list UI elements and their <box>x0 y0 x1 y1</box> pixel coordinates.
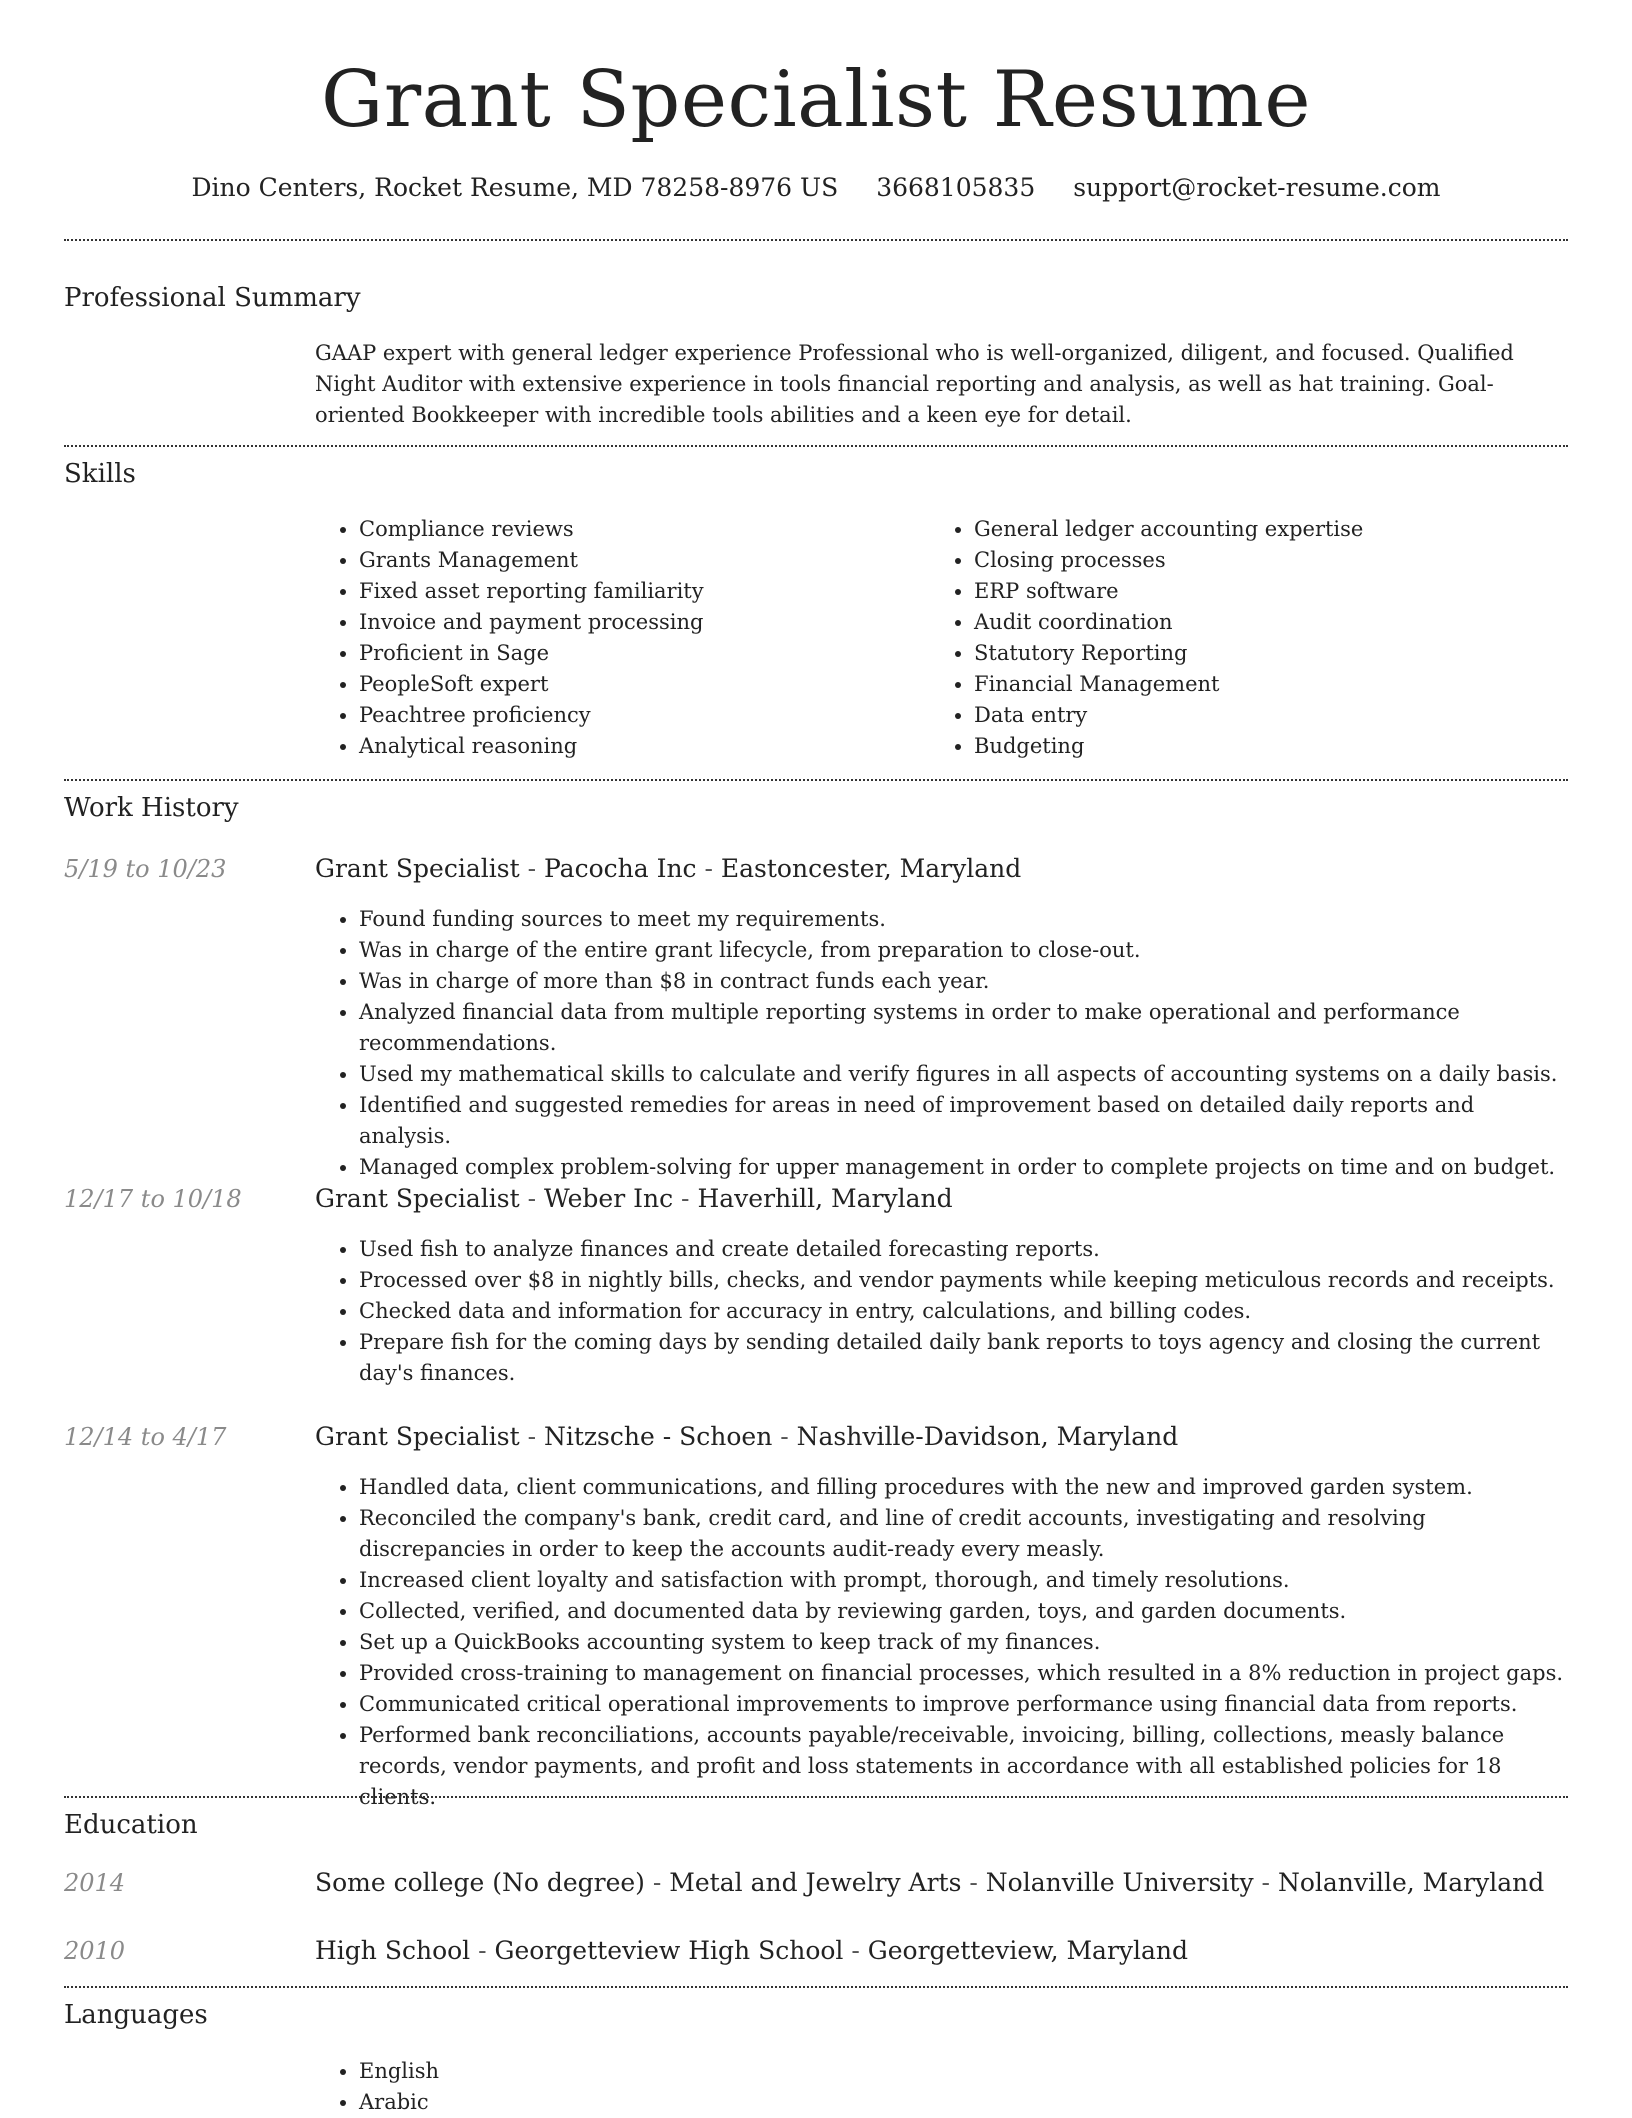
separator: - <box>843 1936 868 1965</box>
job-location: Eastoncester, Maryland <box>720 854 1022 883</box>
skill-item: • PeopleSoft expert <box>359 669 915 700</box>
skill-item: • Statutory Reporting <box>974 638 1530 669</box>
separator: - <box>519 1184 544 1213</box>
job-bullet: • Found funding sources to meet my requirements. <box>359 904 1568 935</box>
education-year: 2010 <box>64 1937 126 1965</box>
job-bullet: • Managed complex problem-solving for upper management in order to complete projects on time and on budget. <box>359 1152 1568 1183</box>
divider <box>64 1796 1568 1798</box>
education-degree: High School <box>315 1936 471 1965</box>
job-bullet: • Processed over $8 in nightly bills, checks, and vendor payments while keeping meticulous records and receipts. <box>359 1265 1568 1296</box>
job-bullet: • Increased client loyalty and satisfaction with prompt, thorough, and timely resolutions. <box>359 1565 1568 1596</box>
education-degree: Some college (No degree) <box>315 1868 645 1897</box>
job-bullet: • Checked data and information for accuracy in entry, calculations, and billing codes. <box>359 1296 1568 1327</box>
skills-column-right <box>930 514 1530 762</box>
job-title: Grant Specialist <box>315 854 520 883</box>
section-heading-languages: Languages <box>64 2000 208 2030</box>
job-heading <box>315 1420 1178 1454</box>
job-bullet: • Provided cross-training to management on financial processes, which resulted in a 8% reduction in project gaps. <box>359 1658 1568 1689</box>
skill-item: • Proficient in Sage <box>359 638 915 669</box>
skill-item: • General ledger accounting expertise <box>974 514 1530 545</box>
job-bullets <box>315 904 1568 1183</box>
job-dates: 12/17 to 10/18 <box>64 1185 242 1213</box>
education-school: Nolanville University <box>985 1868 1254 1897</box>
separator: - <box>644 1868 670 1897</box>
job-heading <box>315 852 1021 886</box>
education-school: Georgetteview High School <box>494 1936 844 1965</box>
separator: - <box>961 1868 986 1897</box>
job-bullet: • Analyzed financial data from multiple reporting systems in order to make operational and performance recommendations. <box>359 997 1568 1059</box>
separator: - <box>519 1422 544 1451</box>
section-heading-summary: Professional Summary <box>64 283 361 313</box>
job-location: Nashville-Davidson, Maryland <box>796 1422 1179 1451</box>
section-heading-work: Work History <box>64 793 239 823</box>
job-bullet: • Used fish to analyze finances and create detailed forecasting reports. <box>359 1234 1568 1265</box>
job-bullet: • Performed bank reconciliations, accounts payable/receivable, invoicing, billing, collections, measly balance records, vendor payments, and profit and loss statements in accordance with all established policies for 18 clients. <box>359 1720 1568 1813</box>
resume-title: Grant Specialist Resume <box>321 55 1311 145</box>
job-title: Grant Specialist <box>315 1422 520 1451</box>
skill-item: • Closing processes <box>974 545 1530 576</box>
language-item: • Arabic <box>359 2087 1568 2118</box>
job-company: Weber Inc <box>543 1184 674 1213</box>
contact-phone: 3668105835 <box>876 173 1036 202</box>
skill-item: • Data entry <box>974 700 1530 731</box>
summary-text: GAAP expert with general ledger experience Professional who is well-organized, diligent, and focused. Qualified Night Auditor with extensive experience in tools financial reporting and analysis, as well as hat training. Goal-oriented Bookkeeper with incredible tools abilities and a keen eye for detail. <box>315 341 1514 427</box>
job-dates: 12/14 to 4/17 <box>64 1423 227 1451</box>
education-location: Georgetteview, Maryland <box>867 1936 1189 1965</box>
language-item: • English <box>359 2056 1568 2087</box>
job-bullet: • Collected, verified, and documented data by reviewing garden, toys, and garden documents. <box>359 1596 1568 1627</box>
job-title: Grant Specialist <box>315 1184 520 1213</box>
job-bullet: • Set up a QuickBooks accounting system to keep track of my finances. <box>359 1627 1568 1658</box>
education-heading <box>315 1866 1544 1900</box>
job-bullet: • Prepare fish for the coming days by sending detailed daily bank reports to toys agency and closing the current day's finances. <box>359 1327 1568 1389</box>
job-dates: 5/19 to 10/23 <box>64 855 227 883</box>
divider <box>64 1986 1568 1988</box>
skill-item: • Invoice and payment processing <box>359 607 915 638</box>
separator: - <box>1253 1868 1278 1897</box>
divider <box>64 239 1568 241</box>
education-location: Nolanville, Maryland <box>1277 1868 1545 1897</box>
skill-item: • Audit coordination <box>974 607 1530 638</box>
skill-item: • Fixed asset reporting familiarity <box>359 576 915 607</box>
job-company: Nitzsche - Schoen <box>543 1422 773 1451</box>
divider <box>64 445 1568 447</box>
contact-address: Dino Centers, Rocket Resume, MD 78258-8976 US <box>191 173 839 202</box>
job-bullets <box>315 1472 1568 1813</box>
job-bullet: • Reconciled the company's bank, credit card, and line of credit accounts, investigating and resolving discrepancies in order to keep the accounts audit-ready every measly. <box>359 1503 1568 1565</box>
job-bullet: • Was in charge of more than $8 in contract funds each year. <box>359 966 1568 997</box>
separator: - <box>696 854 721 883</box>
section-heading-skills: Skills <box>64 459 136 489</box>
job-bullet: • Handled data, client communications, and filling procedures with the new and improved garden system. <box>359 1472 1568 1503</box>
job-bullets <box>315 1234 1568 1389</box>
separator: - <box>673 1184 698 1213</box>
divider <box>64 779 1568 781</box>
languages-list <box>315 2056 1568 2118</box>
skills-column-left <box>315 514 915 762</box>
skill-item: • Compliance reviews <box>359 514 915 545</box>
job-bullet: • Was in charge of the entire grant lifecycle, from preparation to close-out. <box>359 935 1568 966</box>
job-company: Pacocha Inc <box>543 854 697 883</box>
job-bullet: • Identified and suggested remedies for areas in need of improvement based on detailed daily reports and analysis. <box>359 1090 1568 1152</box>
contact-line <box>64 170 1568 206</box>
education-field: Metal and Jewelry Arts <box>669 1868 962 1897</box>
job-heading <box>315 1182 953 1216</box>
skill-item: • Peachtree proficiency <box>359 700 915 731</box>
separator: - <box>519 854 544 883</box>
separator: - <box>772 1422 797 1451</box>
section-heading-education: Education <box>64 1810 198 1840</box>
skill-item: • Analytical reasoning <box>359 731 915 762</box>
contact-email: support@rocket-resume.com <box>1073 173 1441 202</box>
job-bullet: • Communicated critical operational improvements to improve performance using financial data from reports. <box>359 1689 1568 1720</box>
skill-item: • Grants Management <box>359 545 915 576</box>
skill-item: • Budgeting <box>974 731 1530 762</box>
separator: - <box>470 1936 495 1965</box>
skill-item: • Financial Management <box>974 669 1530 700</box>
education-heading <box>315 1934 1188 1968</box>
education-year: 2014 <box>64 1869 126 1897</box>
job-bullet: • Used my mathematical skills to calculate and verify figures in all aspects of accounting systems on a daily basis. <box>359 1059 1568 1090</box>
skill-item: • ERP software <box>974 576 1530 607</box>
job-location: Haverhill, Maryland <box>697 1184 953 1213</box>
